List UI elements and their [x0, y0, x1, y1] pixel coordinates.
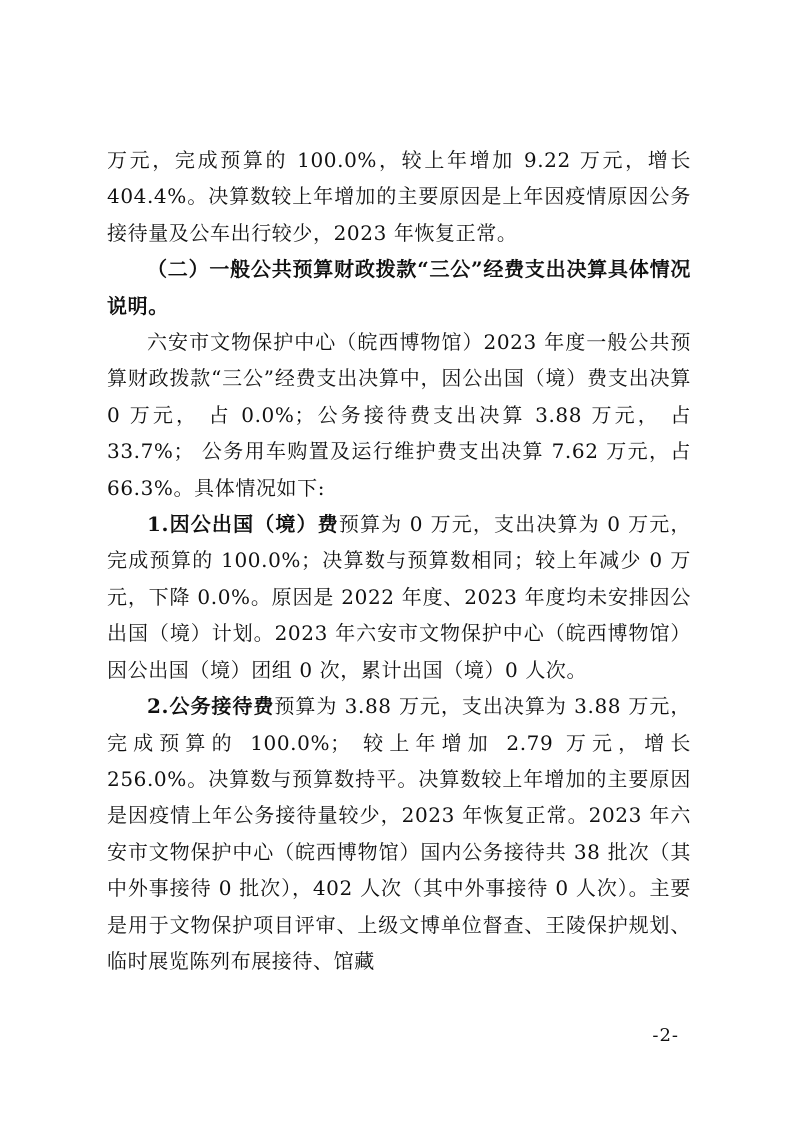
item-overseas-travel-lead: 1.因公出国（境）费 — [147, 512, 339, 537]
paragraph-continuation: 万元，完成预算的 100.0%，较上年增加 9.22 万元，增长 404.4%。决算数较上年增加的主要原因是上年因疫情原因公务接待量及公车出行较少，2023 年恢复正常。 — [107, 148, 691, 245]
item-overseas-travel — [107, 506, 691, 688]
paragraph-summary: 六安市文物保护中心（皖西博物馆）2023 年度一般公共预算财政拨款“三公”经费支出决算中，因公出国（境）费支出决算 0 万元， 占 0.0%；公务接待费支出决算 3.88 万元， 占 33.7%； 公务用车购置及运行维护费支出决算 7.62 万元，占 66.3%。具体情况如下: — [107, 330, 691, 500]
item-official-reception-text: 预算为 3.88 万元，支出决算为 3.88 万元，完成预算的 100.0%； 较上年增加 2.79 万元，增长 256.0%。决算数与预算数持平。决算数较上年增加的主要原因是因疫情上年公务接待量较少，2023 年恢复正常。2023 年六安市文物保护中心（皖西博物馆）国内公务接待共 38 批次（其中外事接待 0 批次），402 人次（其中外事接待 0 人次）。主要是用于文物保护项目评审、上级文博单位督查、王陵保护规划、临时展览陈列布展接待、馆藏 — [107, 694, 691, 973]
document-body — [107, 142, 691, 979]
page-number: -2- — [652, 1025, 679, 1046]
item-official-reception — [107, 688, 691, 979]
item-official-reception-lead: 2.公务接待费 — [147, 694, 275, 719]
item-overseas-travel-text: 预算为 0 万元，支出决算为 0 万元，完成预算的 100.0%；决算数与预算数相同；较上年减少 0 万元，下降 0.0%。原因是 2022 年度、2023 年度均未安排因公出国（境）计划。2023 年六安市文物保护中心（皖西博物馆）因公出国（境）团组 0 次，累计出国（境）0 人次。 — [107, 512, 691, 682]
section-heading-san-gong: （二）一般公共预算财政拨款“三公”经费支出决算具体情况说明。 — [107, 257, 691, 318]
